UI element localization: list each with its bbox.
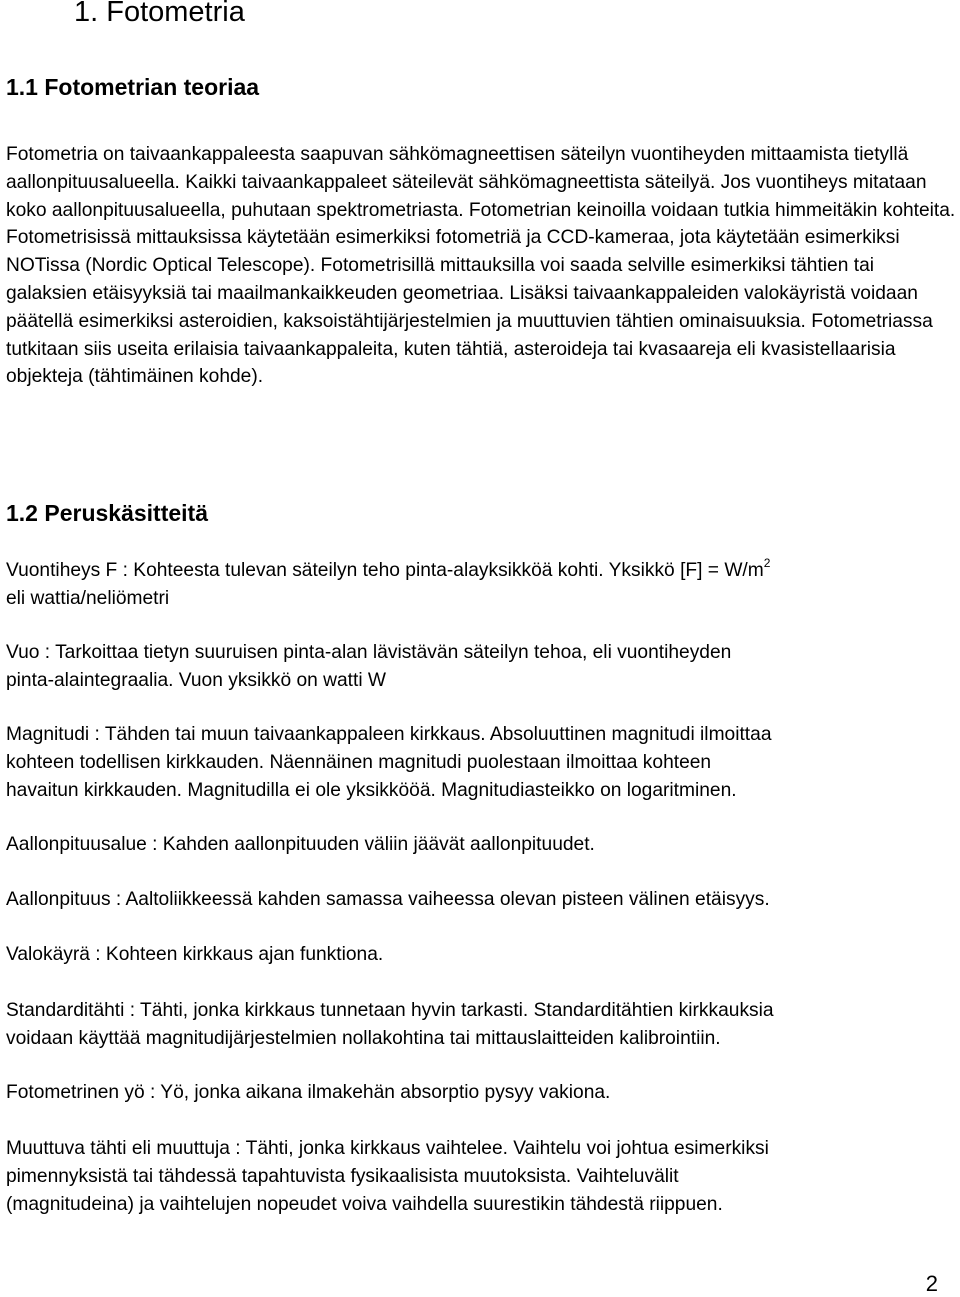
definition-line: (magnitudeina) ja vaihtelujen nopeudet voiva vaihdella suurestikin tähdestä riippuen. — [6, 1193, 723, 1215]
definition-line: Vuo : Tarkoittaa tietyn suuruisen pinta-alan lävistävän säteilyn tehoa, eli vuontiheyden — [6, 642, 732, 663]
definition-valokayra — [6, 941, 958, 969]
definition-line: pinta-alaintegraalia. Vuon yksikkö on watti W — [6, 669, 387, 691]
main-heading: 1. Fotometria — [74, 0, 245, 28]
definition-vuo — [6, 639, 958, 695]
definition-muuttuva-tahti — [6, 1135, 958, 1218]
page-number: 2 — [925, 1271, 938, 1296]
definition-fotometrinen-yo — [6, 1079, 958, 1107]
definition-vuontiheys — [6, 557, 958, 613]
definition-line: Fotometrinen yö : Yö, jonka aikana ilmakehän absorptio pysyy vakiona. — [6, 1082, 611, 1103]
section-1-paragraph: Fotometria on taivaankappaleesta saapuvan sähkömagneettisen säteilyn vuontiheyden mittaamista tietyllä aallonpituusalueella. Kaikki taivaankappaleet säteilevät sähkömagneettista säteilyä. Jos vuontiheys mitataan koko aallonpituusalueella, puhutaan spektrometriasta. Fotometrian keinoilla voidaan tutkia himmeitäkin kohteita. Fotometrisissä mittauksissa käytetään esimerkiksi fotometriä ja CCD-kameraa, jota käytetään esimerkiksi NOTissa (Nordic Optical Telescope). Fotometrisillä mittauksilla voi saada selville esimerkiksi tähtien tai galaksien etäisyyksiä tai maailmankaikkeuden geometriaa. Lisäksi taivaankappaleiden valokäyristä voidaan päätellä esimerkiksi asteroidien, kaksoistähtijärjestelmien ja muuttuvien tähtien ominaisuuksia. Fotometriassa tutkitaan siis useita erilaisia taivaankappaleita, kuten tähtiä, asteroideja tai kvasaareja eli kvasistellaarisia objekteja (tähtimäinen kohde). — [6, 144, 956, 388]
definition-line: kohteen todellisen kirkkauden. Näennäinen magnitudi puolestaan ilmoittaa kohteen — [6, 751, 712, 773]
definition-line: Muuttuva tähti eli muuttuja : Tähti, jonka kirkkaus vaihtelee. Vaihtelu voi johtua esimerkiksi — [6, 1138, 769, 1159]
definition-line: Magnitudi : Tähden tai muun taivaankappaleen kirkkaus. Absoluuttinen magnitudi ilmoittaa — [6, 724, 772, 745]
definition-aallonpituus — [6, 886, 958, 914]
definition-standarditahti — [6, 997, 958, 1053]
definition-magnitudi — [6, 721, 958, 804]
section-1-heading: 1.1 Fotometrian teoriaa — [6, 74, 260, 100]
definition-line: Valokäyrä : Kohteen kirkkaus ajan funktiona. — [6, 944, 384, 965]
definition-aallonpituusalue — [6, 831, 958, 859]
definition-line: pimennyksistä tai tähdessä tapahtuvista fysikaalisista muutoksista. Vaihteluvälit — [6, 1165, 679, 1187]
superscript-2: 2 — [763, 556, 771, 570]
definition-line: Vuontiheys F : Kohteesta tulevan säteilyn teho pinta-alayksikköä kohti. Yksikkö $[F] = W/m^2$ — [6, 556, 771, 581]
definition-line: eli wattia/neliömetri — [6, 587, 170, 609]
section-2-heading: 1.2 Peruskäsitteitä — [6, 500, 209, 526]
definition-line: havaitun kirkkauden. Magnitudilla ei ole yksikkööä. Magnitudiasteikko on logaritminen. — [6, 779, 737, 801]
definition-line: Standarditähti : Tähti, jonka kirkkaus tunnetaan hyvin tarkasti. Standarditähtien kirkkauksia — [6, 1000, 774, 1021]
definition-line: Aallonpituus : Aaltoliikkeessä kahden samassa vaiheessa olevan pisteen välinen etäisyys. — [6, 889, 770, 910]
definition-line: Aallonpituusalue : Kahden aallonpituuden väliin jäävät aallonpituudet. — [6, 834, 595, 855]
definition-line: voidaan käyttää magnitudijärjestelmien nollakohtina tai mittauslaitteiden kalibrointiin. — [6, 1027, 721, 1049]
